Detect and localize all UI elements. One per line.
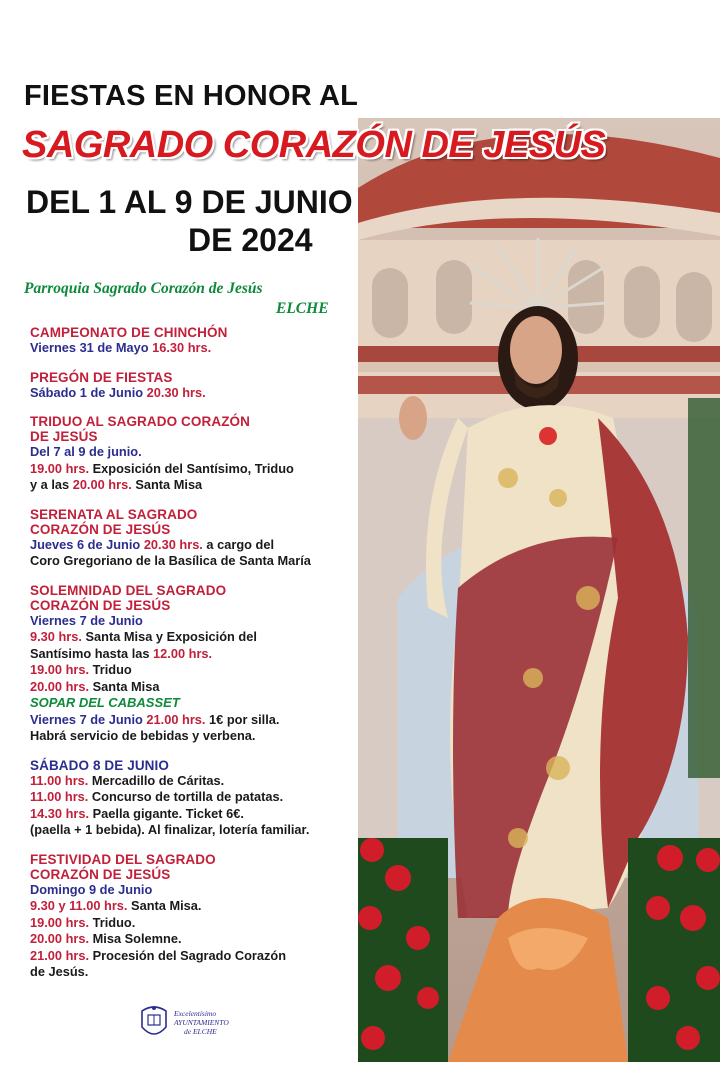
activity: Santa Misa y Exposición del xyxy=(81,629,257,644)
city-seal-icon xyxy=(138,1003,170,1041)
time: 20.00 hrs. xyxy=(72,477,132,492)
activity: Santa Misa xyxy=(89,678,160,694)
dates-line-2: DE 2024 xyxy=(188,222,313,258)
time: 9.30 hrs. xyxy=(30,629,82,644)
time: 19.00 hrs. xyxy=(30,914,90,930)
time: 19.00 hrs. xyxy=(30,662,90,677)
schedule-line xyxy=(30,773,360,790)
date-text: Jueves 6 de Junio xyxy=(30,536,141,552)
time: 11.00 hrs. xyxy=(30,772,89,788)
statue-illustration xyxy=(358,118,720,1062)
activity: Santa Misa. xyxy=(127,898,202,913)
program-list xyxy=(30,325,360,994)
section-title-2: CORAZÓN DE JESÚS xyxy=(30,866,171,882)
header-line-1: FIESTAS EN HONOR AL xyxy=(24,80,359,112)
time: 14.30 hrs. xyxy=(30,805,90,821)
schedule-line: Coro Gregoriano de la Basílica de Santa María xyxy=(30,553,311,568)
section-title: SOLEMNIDAD DEL SAGRADO xyxy=(30,582,227,598)
time: 21.00 hrs. xyxy=(146,711,206,727)
section-date xyxy=(30,340,360,357)
schedule-line xyxy=(30,662,360,679)
schedule-line: (paella + 1 bebida). Al finalizar, lotería familiar. xyxy=(30,822,310,837)
schedule-line xyxy=(30,789,360,806)
section-sabado xyxy=(30,758,360,839)
sopar-title: SOPAR DEL CABASSET xyxy=(30,695,180,710)
section-festividad xyxy=(30,852,360,981)
activity: Procesión del Sagrado Corazón xyxy=(89,947,287,963)
schedule-line xyxy=(30,898,360,915)
prefix: y a las xyxy=(30,477,73,492)
schedule-line: Habrá servicio de bebidas y verbena. xyxy=(30,728,256,743)
bottom-strip xyxy=(0,1062,720,1074)
section-date: Del 7 al 9 de junio. xyxy=(30,444,142,459)
section-date: Viernes 7 de Junio xyxy=(30,612,143,628)
schedule-line xyxy=(30,915,360,932)
prefix: Santísimo hasta las xyxy=(30,645,154,661)
activity: 1€ por silla. xyxy=(205,711,280,727)
section-pregon xyxy=(30,370,360,402)
section-date xyxy=(30,385,360,402)
section-title: CAMPEONATO DE CHINCHÓN xyxy=(30,325,228,340)
time: 9.30 y 11.00 hrs. xyxy=(30,898,128,913)
schedule-line xyxy=(30,712,360,729)
schedule-line xyxy=(30,948,360,965)
dates-line-1: DEL 1 AL 9 DE JUNIO xyxy=(26,184,353,220)
schedule-line xyxy=(30,646,360,663)
date-text: Viernes 7 de Junio xyxy=(30,711,143,727)
schedule-line xyxy=(30,629,360,646)
logo-line-3: de ELCHE xyxy=(184,1027,217,1036)
activity: Triduo xyxy=(89,662,132,677)
schedule-line xyxy=(30,679,360,696)
logo-line-1: Excelentísimo xyxy=(174,1009,217,1018)
sacred-heart-statue-photo xyxy=(358,118,720,1062)
date-time: 20.30 hrs. xyxy=(146,384,206,400)
section-serenata xyxy=(30,507,360,570)
section-title-2: DE JESÚS xyxy=(30,429,98,444)
time: 11.00 hrs. xyxy=(30,789,89,804)
date-text: Viernes 31 de Mayo xyxy=(30,340,149,355)
time: 12.00 hrs. xyxy=(153,645,213,661)
section-title: SÁBADO 8 DE JUNIO xyxy=(30,757,169,773)
date-time: 20.30 hrs. xyxy=(143,536,203,552)
section-title: SERENATA AL SAGRADO xyxy=(30,506,198,522)
activity: Misa Solemne. xyxy=(89,931,182,946)
activity: Paella gigante. Ticket 6€. xyxy=(89,805,244,821)
ayuntamiento-logo xyxy=(138,1003,258,1043)
main-title: SAGRADO CORAZÓN DE JESÚS xyxy=(22,124,606,166)
schedule-line xyxy=(30,806,360,823)
section-title-2: CORAZÓN DE JESÚS xyxy=(30,597,171,613)
time: 19.00 hrs. xyxy=(30,460,90,476)
time: 20.00 hrs. xyxy=(30,678,90,694)
activity: Mercadillo de Cáritas. xyxy=(88,772,225,788)
parish-name: Parroquia Sagrado Corazón de Jesús xyxy=(24,280,263,297)
city-name: ELCHE xyxy=(276,300,329,317)
activity: Concurso de tortilla de patatas. xyxy=(88,789,284,804)
section-title: TRIDUO AL SAGRADO CORAZÓN xyxy=(30,414,250,429)
section-title-2: CORAZÓN DE JESÚS xyxy=(30,521,171,537)
section-title: FESTIVIDAD DEL SAGRADO xyxy=(30,851,216,867)
schedule-line xyxy=(30,461,360,478)
section-title: PREGÓN DE FIESTAS xyxy=(30,369,173,385)
section-campeonato xyxy=(30,325,360,357)
section-date: Domingo 9 de Junio xyxy=(30,881,153,897)
date-text: Sábado 1 de Junio xyxy=(30,384,144,400)
section-date xyxy=(30,537,360,554)
activity: Santa Misa xyxy=(131,477,203,492)
section-solemnidad xyxy=(30,583,360,745)
logo-text xyxy=(174,1009,229,1036)
activity: Exposición del Santísimo, Triduo xyxy=(89,460,294,476)
activity: Triduo. xyxy=(89,914,136,930)
time: 21.00 hrs. xyxy=(30,947,90,963)
schedule-line: de Jesús. xyxy=(30,964,89,979)
logo-line-2: AYUNTAMIENTO xyxy=(174,1018,229,1027)
date-after: a cargo del xyxy=(202,536,274,552)
section-triduo xyxy=(30,414,360,494)
date-time: 16.30 hrs. xyxy=(152,340,212,355)
time: 20.00 hrs. xyxy=(30,931,90,946)
schedule-line xyxy=(30,931,360,948)
schedule-line xyxy=(30,477,360,494)
